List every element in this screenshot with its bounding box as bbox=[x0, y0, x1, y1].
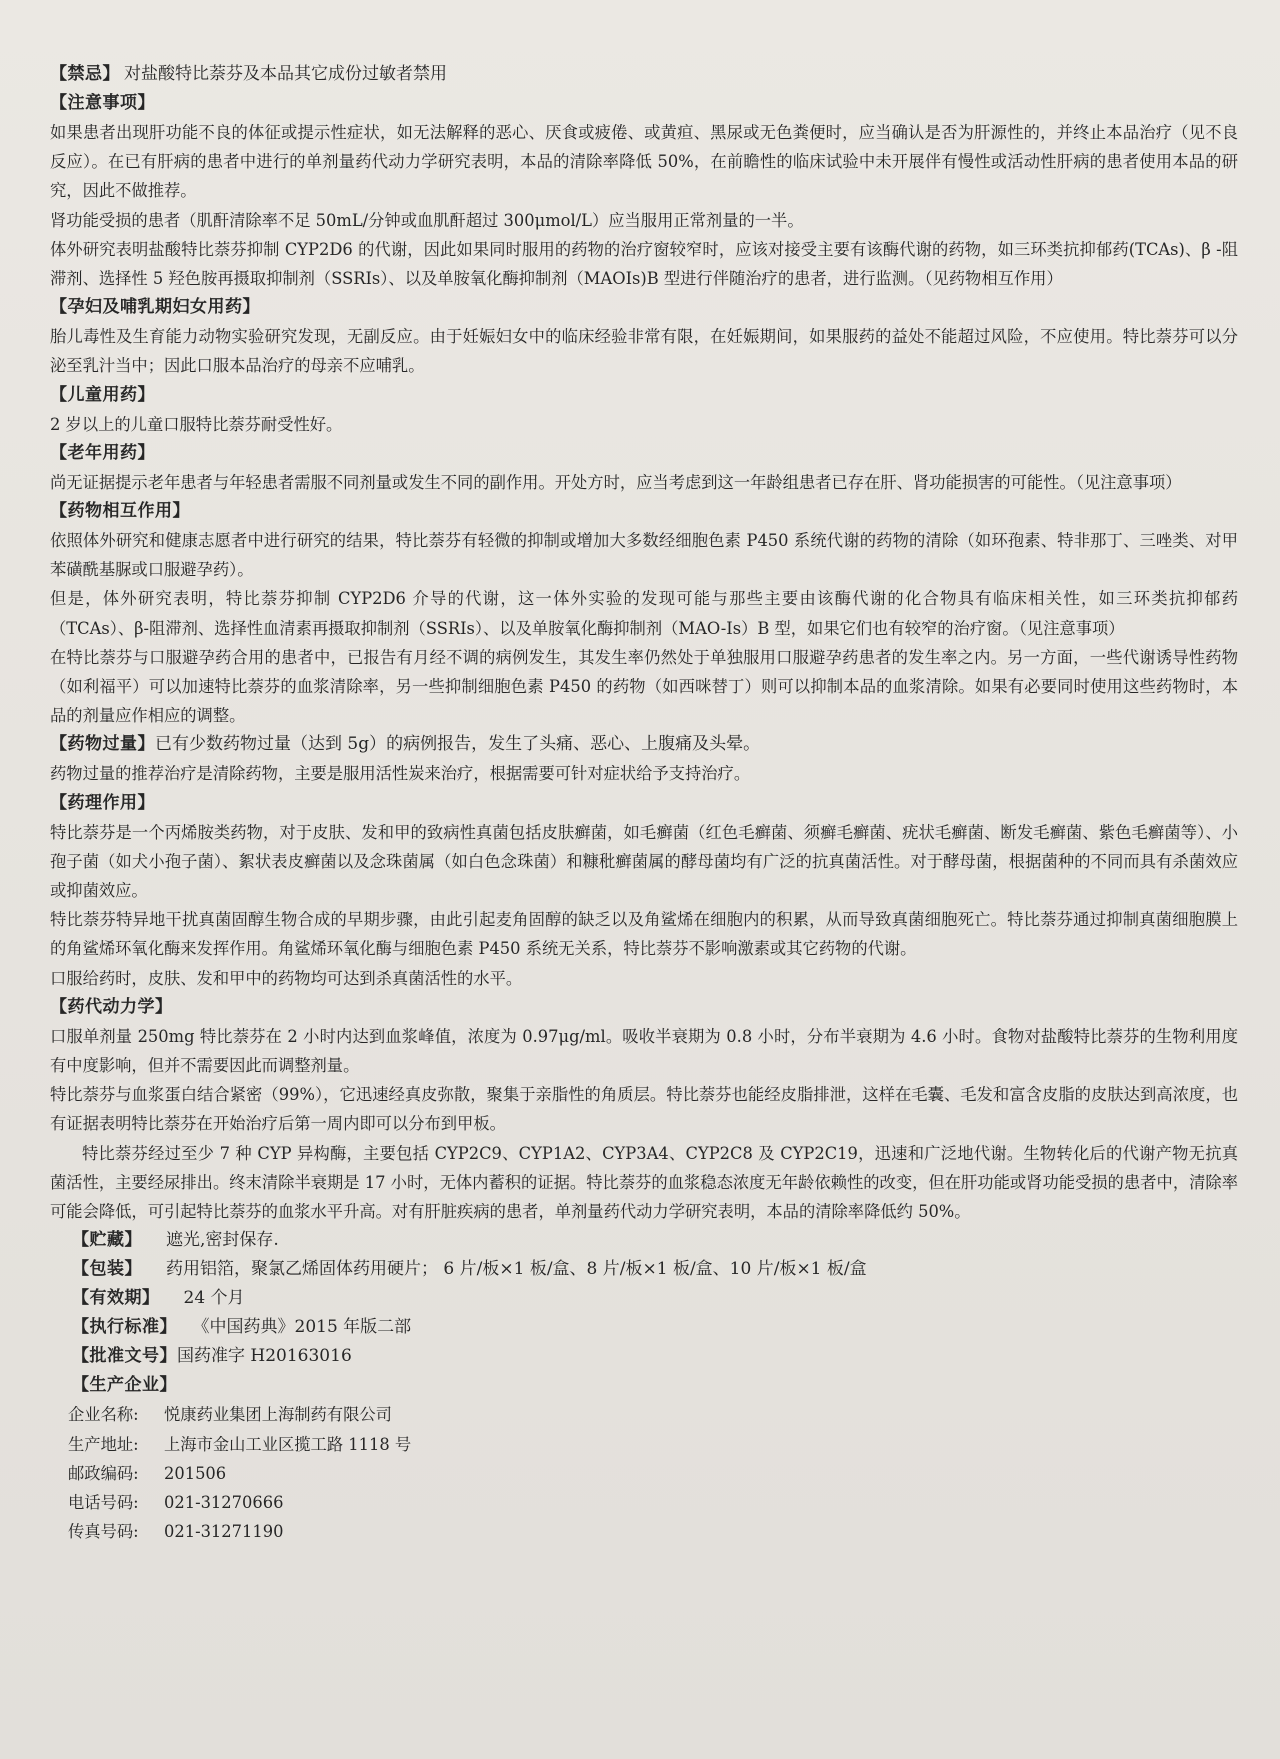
geriatric-paragraph: 尚无证据提示老年患者与年轻患者需服不同剂量或发生不同的副作用。开处方时，应当考虑到这一年龄组患者已存在肝、肾功能损害的可能性。（见注意事项） bbox=[50, 472, 1182, 492]
interactions-label: 【药物相互作用】 bbox=[50, 501, 190, 522]
manufacturer-info bbox=[50, 1400, 1238, 1546]
interactions-header bbox=[50, 497, 1238, 526]
pharmacokinetics-section bbox=[50, 993, 1238, 1226]
pharmacology-paragraph: 口服给药时，皮肤、发和甲中的药物均可达到杀真菌活性的水平。 bbox=[50, 968, 523, 988]
contraindications-header bbox=[50, 60, 1238, 89]
packaging-row bbox=[50, 1255, 1238, 1284]
interactions-paragraph: 依照体外研究和健康志愿者中进行研究的结果，特比萘芬有轻微的抑制或增加大多数经细胞色素 P450 系统代谢的药物的清除（如环孢素、特非那丁、三唑类、对甲苯磺酰基脲或口服避孕药）。 bbox=[50, 531, 1238, 580]
phone-value: 021-31270666 bbox=[164, 1492, 284, 1512]
interactions-paragraph: 在特比萘芬与口服避孕药合用的患者中，已报告有月经不调的病例发生，其发生率仍然处于单独服用口服避孕药患者的发生率之内。另一方面，一些代谢诱导性药物（如利福平）可以加速特比萘芬的血浆清除率，另一些抑制细胞色素 P450 的药物（如西咪替丁）则可以抑制本品的血浆清除。如果有必要同时使用这些药物时，本品的剂量应作相应的调整。 bbox=[50, 647, 1238, 726]
precautions-paragraph: 肾功能受损的患者（肌酐清除率不足 50mL/分钟或血肌酐超过 300μmol/L）应当服用正常剂量的一半。 bbox=[50, 210, 804, 230]
overdose-header bbox=[50, 730, 1238, 759]
pharmacokinetics-header bbox=[50, 993, 1238, 1022]
fax-value: 021-31271190 bbox=[164, 1522, 284, 1542]
overdose-paragraph: 药物过量的推荐治疗是清除药物，主要是服用活性炭来治疗，根据需要可针对症状给予支持治疗。 bbox=[50, 764, 751, 784]
pharmacology-section bbox=[50, 789, 1238, 993]
contraindications-section bbox=[50, 60, 1238, 89]
phone-key: 电话号码: bbox=[68, 1492, 139, 1512]
manufacturer-label: 【生产企业】 bbox=[72, 1375, 177, 1396]
pediatric-header bbox=[50, 381, 1238, 410]
storage-row bbox=[50, 1226, 1238, 1255]
interactions-paragraph: 但是，体外研究表明，特比萘芬抑制 CYP2D6 介导的代谢，这一体外实验的发现可能与那些主要由该酶代谢的化合物具有临床相关性，如三环类抗抑郁药（TCAs）、β-阻滞剂、选择性血清素再摄取抑制剂（SSRIs）、以及单胺氧化酶抑制剂（MAO-Is）B 型，如果它们也有较窄的治疗窗。（见注意事项） bbox=[50, 589, 1238, 638]
fax-row bbox=[68, 1517, 1238, 1546]
precautions-header bbox=[50, 89, 1238, 118]
validity-text: 24 个月 bbox=[183, 1288, 245, 1309]
approval-text: 国药准字 H20163016 bbox=[177, 1346, 352, 1367]
pregnancy-label: 【孕妇及哺乳期妇女用药】 bbox=[50, 297, 260, 318]
pharmacology-label: 【药理作用】 bbox=[50, 792, 155, 813]
company-row bbox=[68, 1400, 1238, 1429]
precautions-paragraph: 如果患者出现肝功能不良的体征或提示性症状，如无法解释的恶心、厌食或疲倦、或黄疸、黑尿或无色粪便时，应当确认是否为肝源性的，并终止本品治疗（见不良反应）。在已有肝病的患者中进行的单剂量药代动力学研究表明，本品的清除率降低 50%，在前瞻性的临床试验中未开展伴有慢性或活动性肝病的患者使用本品的研究，因此不做推荐。 bbox=[50, 123, 1238, 201]
pharmacokinetics-label: 【药代动力学】 bbox=[50, 996, 173, 1017]
address-value: 上海市金山工业区揽工路 1118 号 bbox=[164, 1434, 412, 1454]
pediatric-label: 【儿童用药】 bbox=[50, 384, 155, 405]
packaging-text: 药用铝箔，聚氯乙烯固体药用硬片； 6 片/板×1 板/盒、8 片/板×1 板/盒、10 片/板×1 板/盒 bbox=[166, 1259, 867, 1280]
geriatric-label: 【老年用药】 bbox=[50, 442, 155, 463]
contraindications-text: 对盐酸特比萘芬及本品其它成份过敏者禁用 bbox=[124, 64, 447, 84]
address-key: 生产地址: bbox=[68, 1434, 139, 1454]
approval-label: 【批准文号】 bbox=[72, 1346, 177, 1367]
standard-text: 《中国药典》2015 年版二部 bbox=[201, 1317, 412, 1338]
standard-label: 【执行标准】 bbox=[72, 1317, 177, 1338]
pharmacokinetics-paragraph: 口服单剂量 250mg 特比萘芬在 2 小时内达到血浆峰值，浓度为 0.97μg/ml。吸收半衰期为 0.8 小时，分布半衰期为 4.6 小时。食物对盐酸特比萘芬的生物利用度有中度影响，但并不需要因此而调整剂量。 bbox=[50, 1026, 1238, 1076]
interactions-section bbox=[50, 497, 1238, 730]
pregnancy-paragraph: 胎儿毒性及生育能力动物实验研究发现，无副反应。由于妊娠妇女中的临床经验非常有限，在妊娠期间，如果服药的益处不能超过风险，不应使用。特比萘芬可以分泌至乳汁当中；因此口服本品治疗的母亲不应哺乳。 bbox=[50, 327, 1238, 376]
approval-row bbox=[50, 1342, 1238, 1371]
pharmacology-header bbox=[50, 789, 1238, 818]
pharmacology-paragraph: 特比萘芬是一个丙烯胺类药物，对于皮肤、发和甲的致病性真菌包括皮肤癣菌，如毛癣菌（红色毛癣菌、须癣毛癣菌、疣状毛癣菌、断发毛癣菌、紫色毛癣菌等）、小孢子菌（如犬小孢子菌）、絮状表皮癣菌以及念珠菌属（如白色念珠菌）和糠秕癣菌属的酵母菌均有广泛的抗真菌活性。对于酵母菌，根据菌种的不同而具有杀菌效应或抑菌效应。 bbox=[50, 822, 1238, 901]
postcode-key: 邮政编码: bbox=[68, 1463, 139, 1483]
contraindications-label: 【禁忌】 bbox=[50, 64, 120, 84]
validity-row bbox=[50, 1284, 1238, 1313]
manufacturer-header bbox=[50, 1371, 1238, 1400]
company-value: 悦康药业集团上海制药有限公司 bbox=[164, 1405, 392, 1425]
address-row bbox=[68, 1430, 1238, 1459]
fax-key: 传真号码: bbox=[68, 1522, 139, 1542]
storage-text: 遮光,密封保存. bbox=[166, 1230, 279, 1251]
company-key: 企业名称: bbox=[68, 1405, 139, 1425]
pediatric-section bbox=[50, 381, 1238, 439]
validity-label: 【有效期】 bbox=[72, 1288, 160, 1309]
pharmacokinetics-paragraph: 特比萘芬经过至少 7 种 CYP 异构酶，主要包括 CYP2C9、CYP1A2、CYP3A4、CYP2C8 及 CYP2C19，迅速和广泛地代谢。生物转化后的代谢产物无抗真菌活性，主要经尿排出。终末清除半衰期是 17 小时，无体内蓄积的证据。特比萘芬的血浆稳态浓度无年龄依赖性的改变，但在肝功能或肾功能受损的患者中，清除率可能会降低，可引起特比萘芬的血浆水平升高。对有肝脏疾病的患者，单剂量药代动力学研究表明，本品的清除率降低约 50%。 bbox=[50, 1143, 1238, 1222]
pharmacology-paragraph: 特比萘芬特异地干扰真菌固醇生物合成的早期步骤，由此引起麦角固醇的缺乏以及角鲨烯在细胞内的积累，从而导致真菌细胞死亡。特比萘芬通过抑制真菌细胞膜上的角鲨烯环氧化酶来发挥作用。角鲨烯环氧化酶与细胞色素 P450 系统无关系，特比萘芬不影响激素或其它药物的代谢。 bbox=[50, 910, 1238, 959]
pregnancy-header bbox=[50, 293, 1238, 322]
postcode-row bbox=[68, 1459, 1238, 1488]
geriatric-header bbox=[50, 439, 1238, 468]
standard-row bbox=[50, 1313, 1238, 1342]
packaging-label: 【包装】 bbox=[72, 1259, 142, 1280]
overdose-section bbox=[50, 730, 1238, 788]
postcode-value: 201506 bbox=[164, 1463, 227, 1483]
pregnancy-section bbox=[50, 293, 1238, 380]
precautions-section bbox=[50, 89, 1238, 293]
overdose-text: 已有少数药物过量（达到 5g）的病例报告，发生了头痛、恶心、上腹痛及头晕。 bbox=[155, 734, 761, 755]
precautions-paragraph: 体外研究表明盐酸特比萘芬抑制 CYP2D6 的代谢，因此如果同时服用的药物的治疗窗较窄时，应该对接受主要有该酶代谢的药物，如三环类抗抑郁药(TCAs)、β -阻滞剂、选择性 5 羟色胺再摄取抑制剂（SSRIs）、以及单胺氧化酶抑制剂（MAOIs)B 型进行伴随治疗的患者，进行监测。（见药物相互作用） bbox=[50, 239, 1238, 289]
geriatric-section bbox=[50, 439, 1238, 497]
pharmacokinetics-paragraph: 特比萘芬与血浆蛋白结合紧密（99%），它迅速经真皮弥散，聚集于亲脂性的角质层。特比萘芬也能经皮脂排泄，这样在毛囊、毛发和富含皮脂的皮肤达到高浓度，也有证据表明特比萘芬在开始治疗后第一周内即可以分布到甲板。 bbox=[50, 1085, 1238, 1134]
overdose-label: 【药物过量】 bbox=[50, 734, 155, 755]
phone-row bbox=[68, 1488, 1238, 1517]
precautions-label: 【注意事项】 bbox=[50, 93, 155, 113]
pediatric-paragraph: 2 岁以上的儿童口服特比萘芬耐受性好。 bbox=[50, 414, 343, 434]
storage-label: 【贮藏】 bbox=[72, 1230, 142, 1251]
